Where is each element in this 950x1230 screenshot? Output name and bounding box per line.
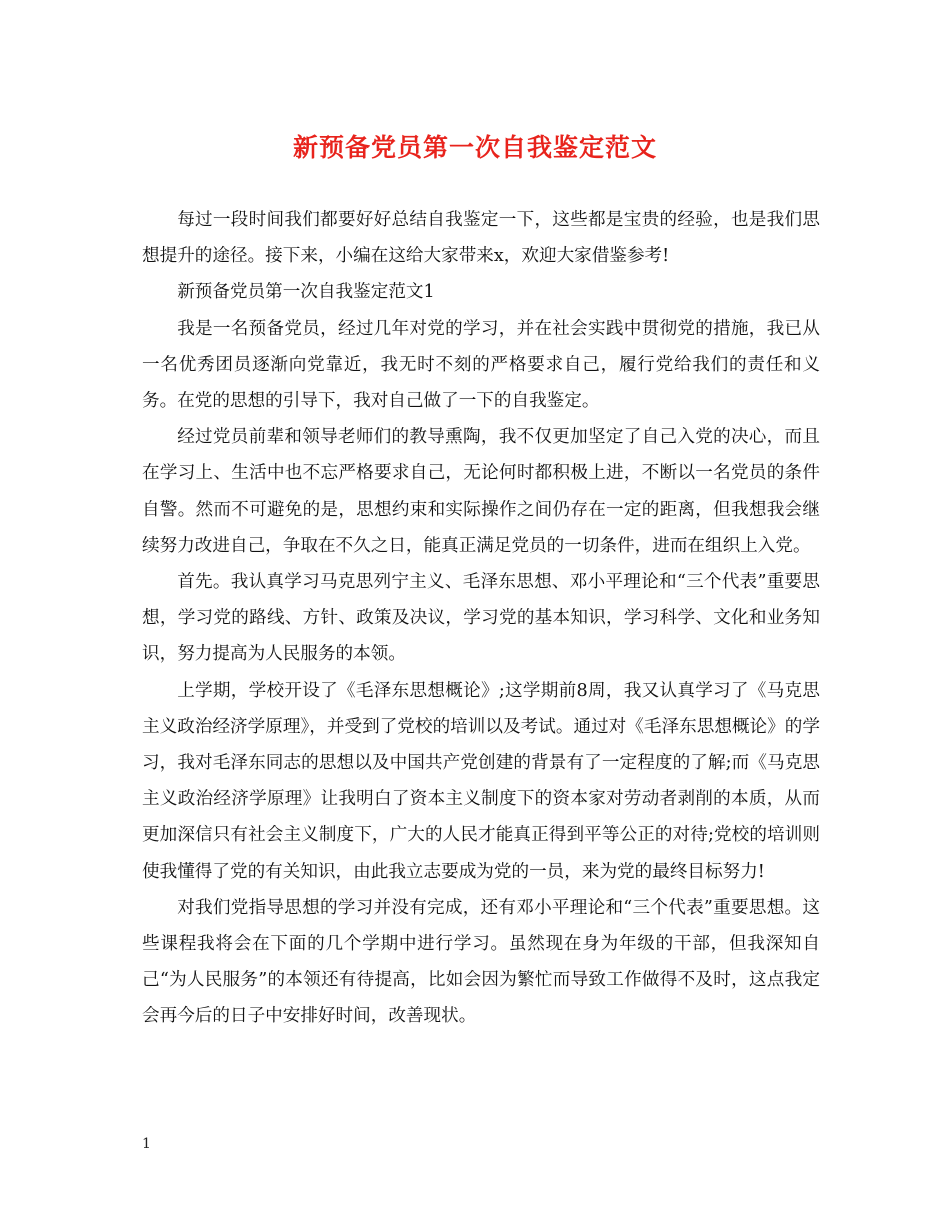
paragraph-intro: 每过一段时间我们都要好好总结自我鉴定一下，这些都是宝贵的经验，也是我们思想提升的途径。接下来，小编在这给大家带来x，欢迎大家借鉴参考!	[142, 210, 820, 267]
document-title: 新预备党员第一次自我鉴定范文	[292, 133, 657, 162]
paragraph-subheading: 新预备党员第一次自我鉴定范文1	[177, 282, 435, 303]
paragraph-3: 首先。我认真学习马克思列宁主义、毛泽东思想、邓小平理论和“三个代表”重要思想，学习党的路线、方针、政策及决议，学习党的基本知识，学习科学、文化和业务知识，努力提高为人民服务的本领。	[142, 572, 820, 665]
paragraph-4: 上学期，学校开设了《毛泽东思想概论》;这学期前8周，我又认真学习了《马克思主义政治经济学原理》，并受到了党校的培训以及考试。通过对《毛泽东思想概论》的学习，我对毛泽东同志的思想以及中国共产党创建的背景有了一定程度的了解;而《马克思主义政治经济学原理》让我明白了资本主义制度下的资本家对劳动者剥削的本质，从而更加深信只有社会主义制度下，广大的人民才能真正得到平等公正的对待;党校的培训则使我懂得了党的有关知识，由此我立志要成为党的一员，来为党的最终目标努力!	[142, 680, 820, 882]
paragraph-1: 我是一名预备党员，经过几年对党的学习，并在社会实践中贯彻党的措施，我已从一名优秀团员逐渐向党靠近，我无时不刻的严格要求自己，履行党给我们的责任和义务。在党的思想的引导下，我对自己做了一下的自我鉴定。	[142, 318, 820, 412]
paragraph-5: 对我们党指导思想的学习并没有完成，还有邓小平理论和“三个代表”重要思想。这些课程我将会在下面的几个学期中进行学习。虽然现在身为年级的干部，但我深知自己“为人民服务”的本领还有待提高，比如会因为繁忙而导致工作做得不及时，这点我定会再今后的日子中安排好时间，改善现状。	[142, 897, 820, 1027]
page-number: 1	[142, 1136, 151, 1152]
paragraph-2: 经过党员前辈和领导老师们的教导熏陶，我不仅更加坚定了自己入党的决心，而且在学习上、生活中也不忘严格要求自己，无论何时都积极上进，不断以一名党员的条件自警。然而不可避免的是，思想约束和实际操作之间仍存在一定的距离，但我想我会继续努力改进自己，争取在不久之日，能真正满足党员的一切条件，进而在组织上入党。	[142, 427, 820, 556]
document-body	[142, 202, 820, 1035]
